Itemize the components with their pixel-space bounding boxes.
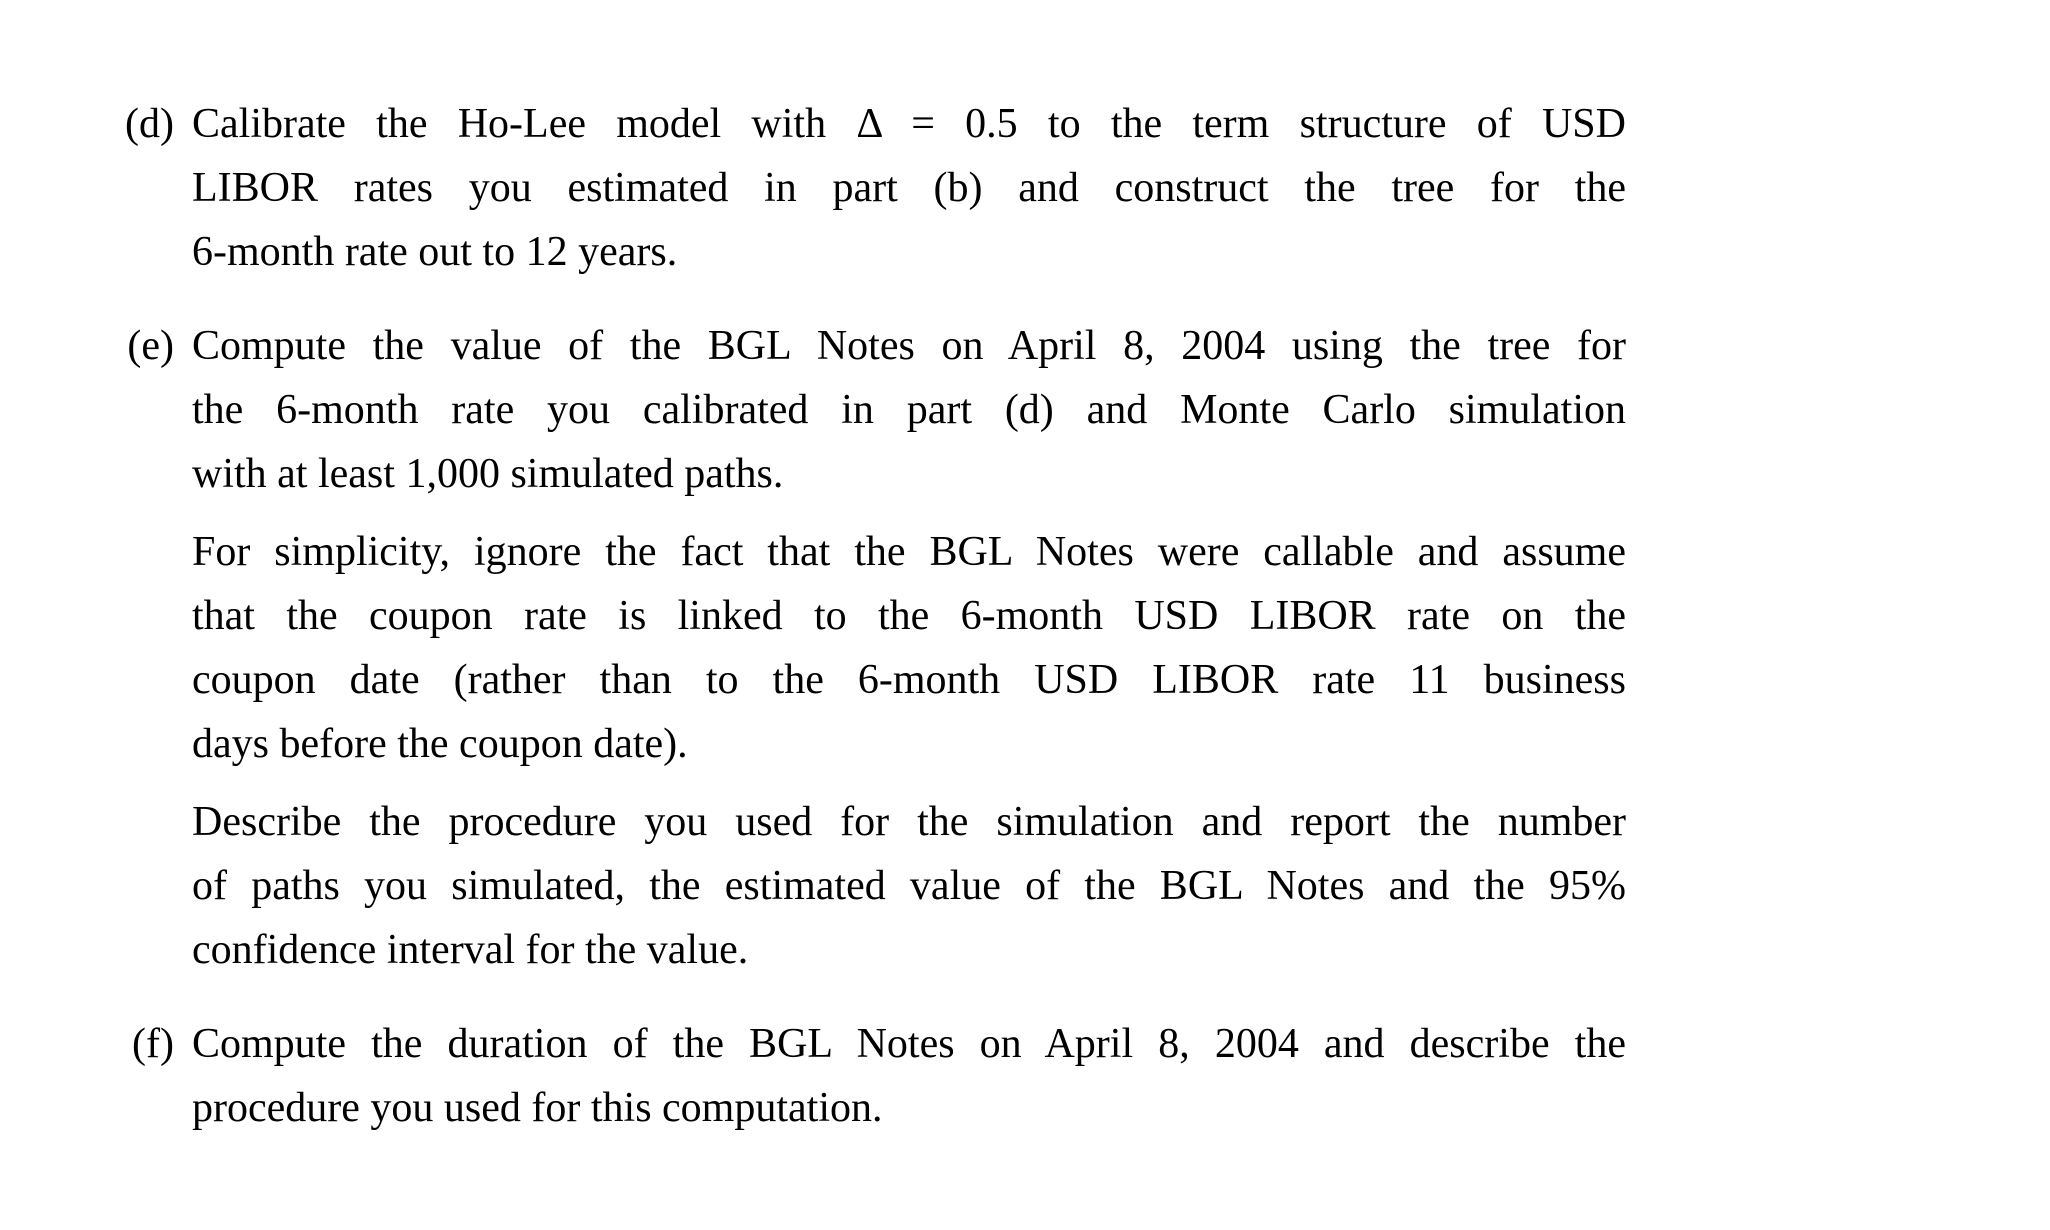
- item-d-label: (d): [125, 101, 174, 147]
- item-d-body: [192, 92, 1626, 284]
- text-line: Calibrate the Ho-Lee model with Δ = 0.5 to the term structure of USD: [192, 101, 1626, 147]
- text-line: of paths you simulated, the estimated value of the BGL Notes and the 95%: [192, 863, 1626, 909]
- text-line: procedure you used for this computation.: [192, 1085, 883, 1131]
- text-line: Compute the duration of the BGL Notes on April 8, 2004 and describe the: [192, 1021, 1626, 1067]
- text-line: confidence interval for the value.: [192, 927, 749, 973]
- paragraph: [192, 1012, 1626, 1140]
- item-f-label: (f): [132, 1021, 174, 1067]
- text-line: the 6-month rate you calibrated in part (d) and Monte Carlo simulation: [192, 387, 1626, 433]
- list-item-d: [118, 92, 2050, 284]
- item-e-body: [192, 314, 1626, 982]
- paragraph: [192, 790, 1626, 982]
- text-line: For simplicity, ignore the fact that the BGL Notes were callable and assume: [192, 529, 1626, 575]
- text-line: 6-month rate out to 12 years.: [192, 229, 678, 275]
- text-line: coupon date (rather than to the 6-month USD LIBOR rate 11 business: [192, 657, 1626, 703]
- list-item-f: [118, 1012, 2050, 1140]
- paragraph: [192, 520, 1626, 776]
- text-line: with at least 1,000 simulated paths.: [192, 451, 784, 497]
- text-line: Compute the value of the BGL Notes on April 8, 2004 using the tree for: [192, 323, 1626, 369]
- text-line: LIBOR rates you estimated in part (b) and construct the tree for the: [192, 165, 1626, 211]
- text-line: that the coupon rate is linked to the 6-month USD LIBOR rate on the: [192, 593, 1626, 639]
- text-line: Describe the procedure you used for the simulation and report the number: [192, 799, 1626, 845]
- paragraph: [192, 314, 1626, 506]
- item-f-body: [192, 1012, 1626, 1140]
- paragraph: [192, 92, 1626, 284]
- list-item-e: [118, 314, 2050, 982]
- text-line: days before the coupon date).: [192, 721, 688, 767]
- item-e-label: (e): [127, 323, 174, 369]
